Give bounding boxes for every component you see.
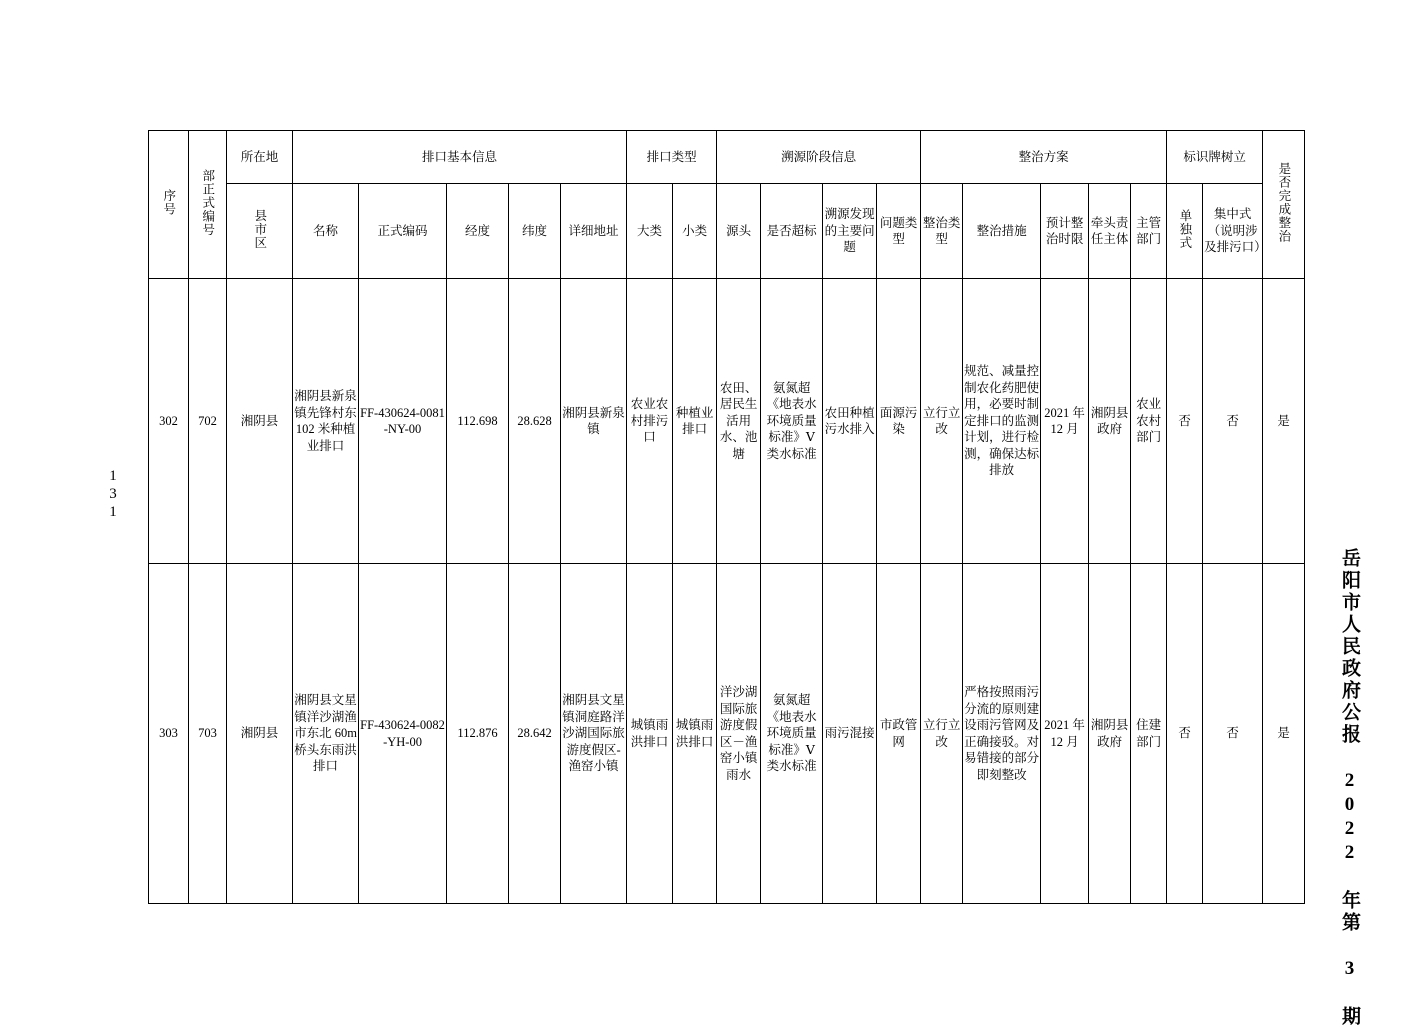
journal-footer-text: 岳阳市人民政府公报 2022 年第 3 期 bbox=[1339, 548, 1360, 1028]
outlet-table-container bbox=[148, 130, 1291, 904]
cell-deadline: 2021 年 12 月 bbox=[1041, 564, 1089, 904]
cell-latitude: 28.642 bbox=[509, 564, 561, 904]
cell-remediation-type: 立行立改 bbox=[921, 279, 963, 564]
th-tracing-group: 溯源阶段信息 bbox=[717, 131, 921, 184]
cell-major-type: 农业农村排污口 bbox=[627, 279, 673, 564]
th-deadline: 预计整治时限 bbox=[1041, 184, 1089, 279]
th-standalone: 单独式 bbox=[1167, 184, 1203, 279]
cell-source: 洋沙湖国际旅游度假区－渔窑小镇雨水 bbox=[717, 564, 761, 904]
cell-formal-code: FF-430624-0082-YH-00 bbox=[359, 564, 447, 904]
cell-formal-code: FF-430624-0081-NY-00 bbox=[359, 279, 447, 564]
cell-seq: 302 bbox=[149, 279, 189, 564]
th-county: 县市区 bbox=[227, 184, 293, 279]
th-lead-entity: 牵头责任主体 bbox=[1089, 184, 1131, 279]
cell-centralized: 否 bbox=[1203, 564, 1263, 904]
th-longitude: 经度 bbox=[447, 184, 509, 279]
th-sign-group: 标识牌树立 bbox=[1167, 131, 1263, 184]
cell-ministry-code: 703 bbox=[189, 564, 227, 904]
table-row bbox=[149, 279, 1305, 564]
th-address: 详细地址 bbox=[561, 184, 627, 279]
cell-latitude: 28.628 bbox=[509, 279, 561, 564]
cell-main-problem: 雨污混接 bbox=[823, 564, 877, 904]
th-major-type: 大类 bbox=[627, 184, 673, 279]
th-basic-info-group: 排口基本信息 bbox=[293, 131, 627, 184]
cell-longitude: 112.698 bbox=[447, 279, 509, 564]
th-remediation-measure: 整治措施 bbox=[963, 184, 1041, 279]
th-formal-code: 正式编码 bbox=[359, 184, 447, 279]
cell-major-type: 城镇雨洪排口 bbox=[627, 564, 673, 904]
th-seq: 序号 bbox=[149, 131, 189, 279]
cell-longitude: 112.876 bbox=[447, 564, 509, 904]
cell-source: 农田、居民生活用水、池塘 bbox=[717, 279, 761, 564]
th-remediation-type: 整治类型 bbox=[921, 184, 963, 279]
th-centralized: 集中式（说明涉及排污口） bbox=[1203, 184, 1263, 279]
cell-minor-type: 城镇雨洪排口 bbox=[673, 564, 717, 904]
cell-exceed: 氨氮超《地表水环境质量标准》Ⅴ类水标准 bbox=[761, 279, 823, 564]
cell-minor-type: 种植业排口 bbox=[673, 279, 717, 564]
cell-address: 湘阴县文星镇洞庭路洋沙湖国际旅游度假区-渔窑小镇 bbox=[561, 564, 627, 904]
cell-name: 湘阴县文星镇洋沙湖渔市东北 60m 桥头东雨洪排口 bbox=[293, 564, 359, 904]
cell-supervising-dept: 住建部门 bbox=[1131, 564, 1167, 904]
cell-completed: 是 bbox=[1263, 564, 1305, 904]
cell-standalone: 否 bbox=[1167, 564, 1203, 904]
cell-main-problem: 农田种植污水排入 bbox=[823, 279, 877, 564]
th-location-group: 所在地 bbox=[227, 131, 293, 184]
th-latitude: 纬度 bbox=[509, 184, 561, 279]
table-row bbox=[149, 564, 1305, 904]
page-number: 131 bbox=[105, 468, 121, 522]
th-outlet-type-group: 排口类型 bbox=[627, 131, 717, 184]
cell-supervising-dept: 农业农村部门 bbox=[1131, 279, 1167, 564]
cell-ministry-code: 702 bbox=[189, 279, 227, 564]
cell-remediation-measure: 规范、减量控制农化药肥使用，必要时制定排口的监测计划，进行检测，确保达标排放 bbox=[963, 279, 1041, 564]
cell-standalone: 否 bbox=[1167, 279, 1203, 564]
th-problem-type: 问题类型 bbox=[877, 184, 921, 279]
cell-lead-entity: 湘阴县政府 bbox=[1089, 279, 1131, 564]
cell-remediation-measure: 严格按照雨污分流的原则建设雨污管网及正确接驳。对易错接的部分即刻整改 bbox=[963, 564, 1041, 904]
cell-lead-entity: 湘阴县政府 bbox=[1089, 564, 1131, 904]
cell-problem-type: 面源污染 bbox=[877, 279, 921, 564]
cell-county: 湘阴县 bbox=[227, 279, 293, 564]
table-header-row-1 bbox=[149, 131, 1305, 184]
cell-deadline: 2021 年 12 月 bbox=[1041, 279, 1089, 564]
cell-problem-type: 市政管网 bbox=[877, 564, 921, 904]
cell-completed: 是 bbox=[1263, 279, 1305, 564]
cell-name: 湘阴县新泉镇先锋村东 102 米种植业排口 bbox=[293, 279, 359, 564]
th-supervising-dept: 主管部门 bbox=[1131, 184, 1167, 279]
cell-address: 湘阴县新泉镇 bbox=[561, 279, 627, 564]
cell-remediation-type: 立行立改 bbox=[921, 564, 963, 904]
cell-seq: 303 bbox=[149, 564, 189, 904]
th-ministry-code: 部正式编号 bbox=[189, 131, 227, 279]
th-main-problem: 溯源发现的主要问题 bbox=[823, 184, 877, 279]
th-minor-type: 小类 bbox=[673, 184, 717, 279]
th-source: 源头 bbox=[717, 184, 761, 279]
cell-county: 湘阴县 bbox=[227, 564, 293, 904]
th-exceed: 是否超标 bbox=[761, 184, 823, 279]
cell-exceed: 氨氮超《地表水环境质量标准》Ⅴ类水标准 bbox=[761, 564, 823, 904]
th-name: 名称 bbox=[293, 184, 359, 279]
th-completed: 是否完成整治 bbox=[1263, 131, 1305, 279]
cell-centralized: 否 bbox=[1203, 279, 1263, 564]
th-remediation-group: 整治方案 bbox=[921, 131, 1167, 184]
outlet-table bbox=[148, 130, 1305, 904]
